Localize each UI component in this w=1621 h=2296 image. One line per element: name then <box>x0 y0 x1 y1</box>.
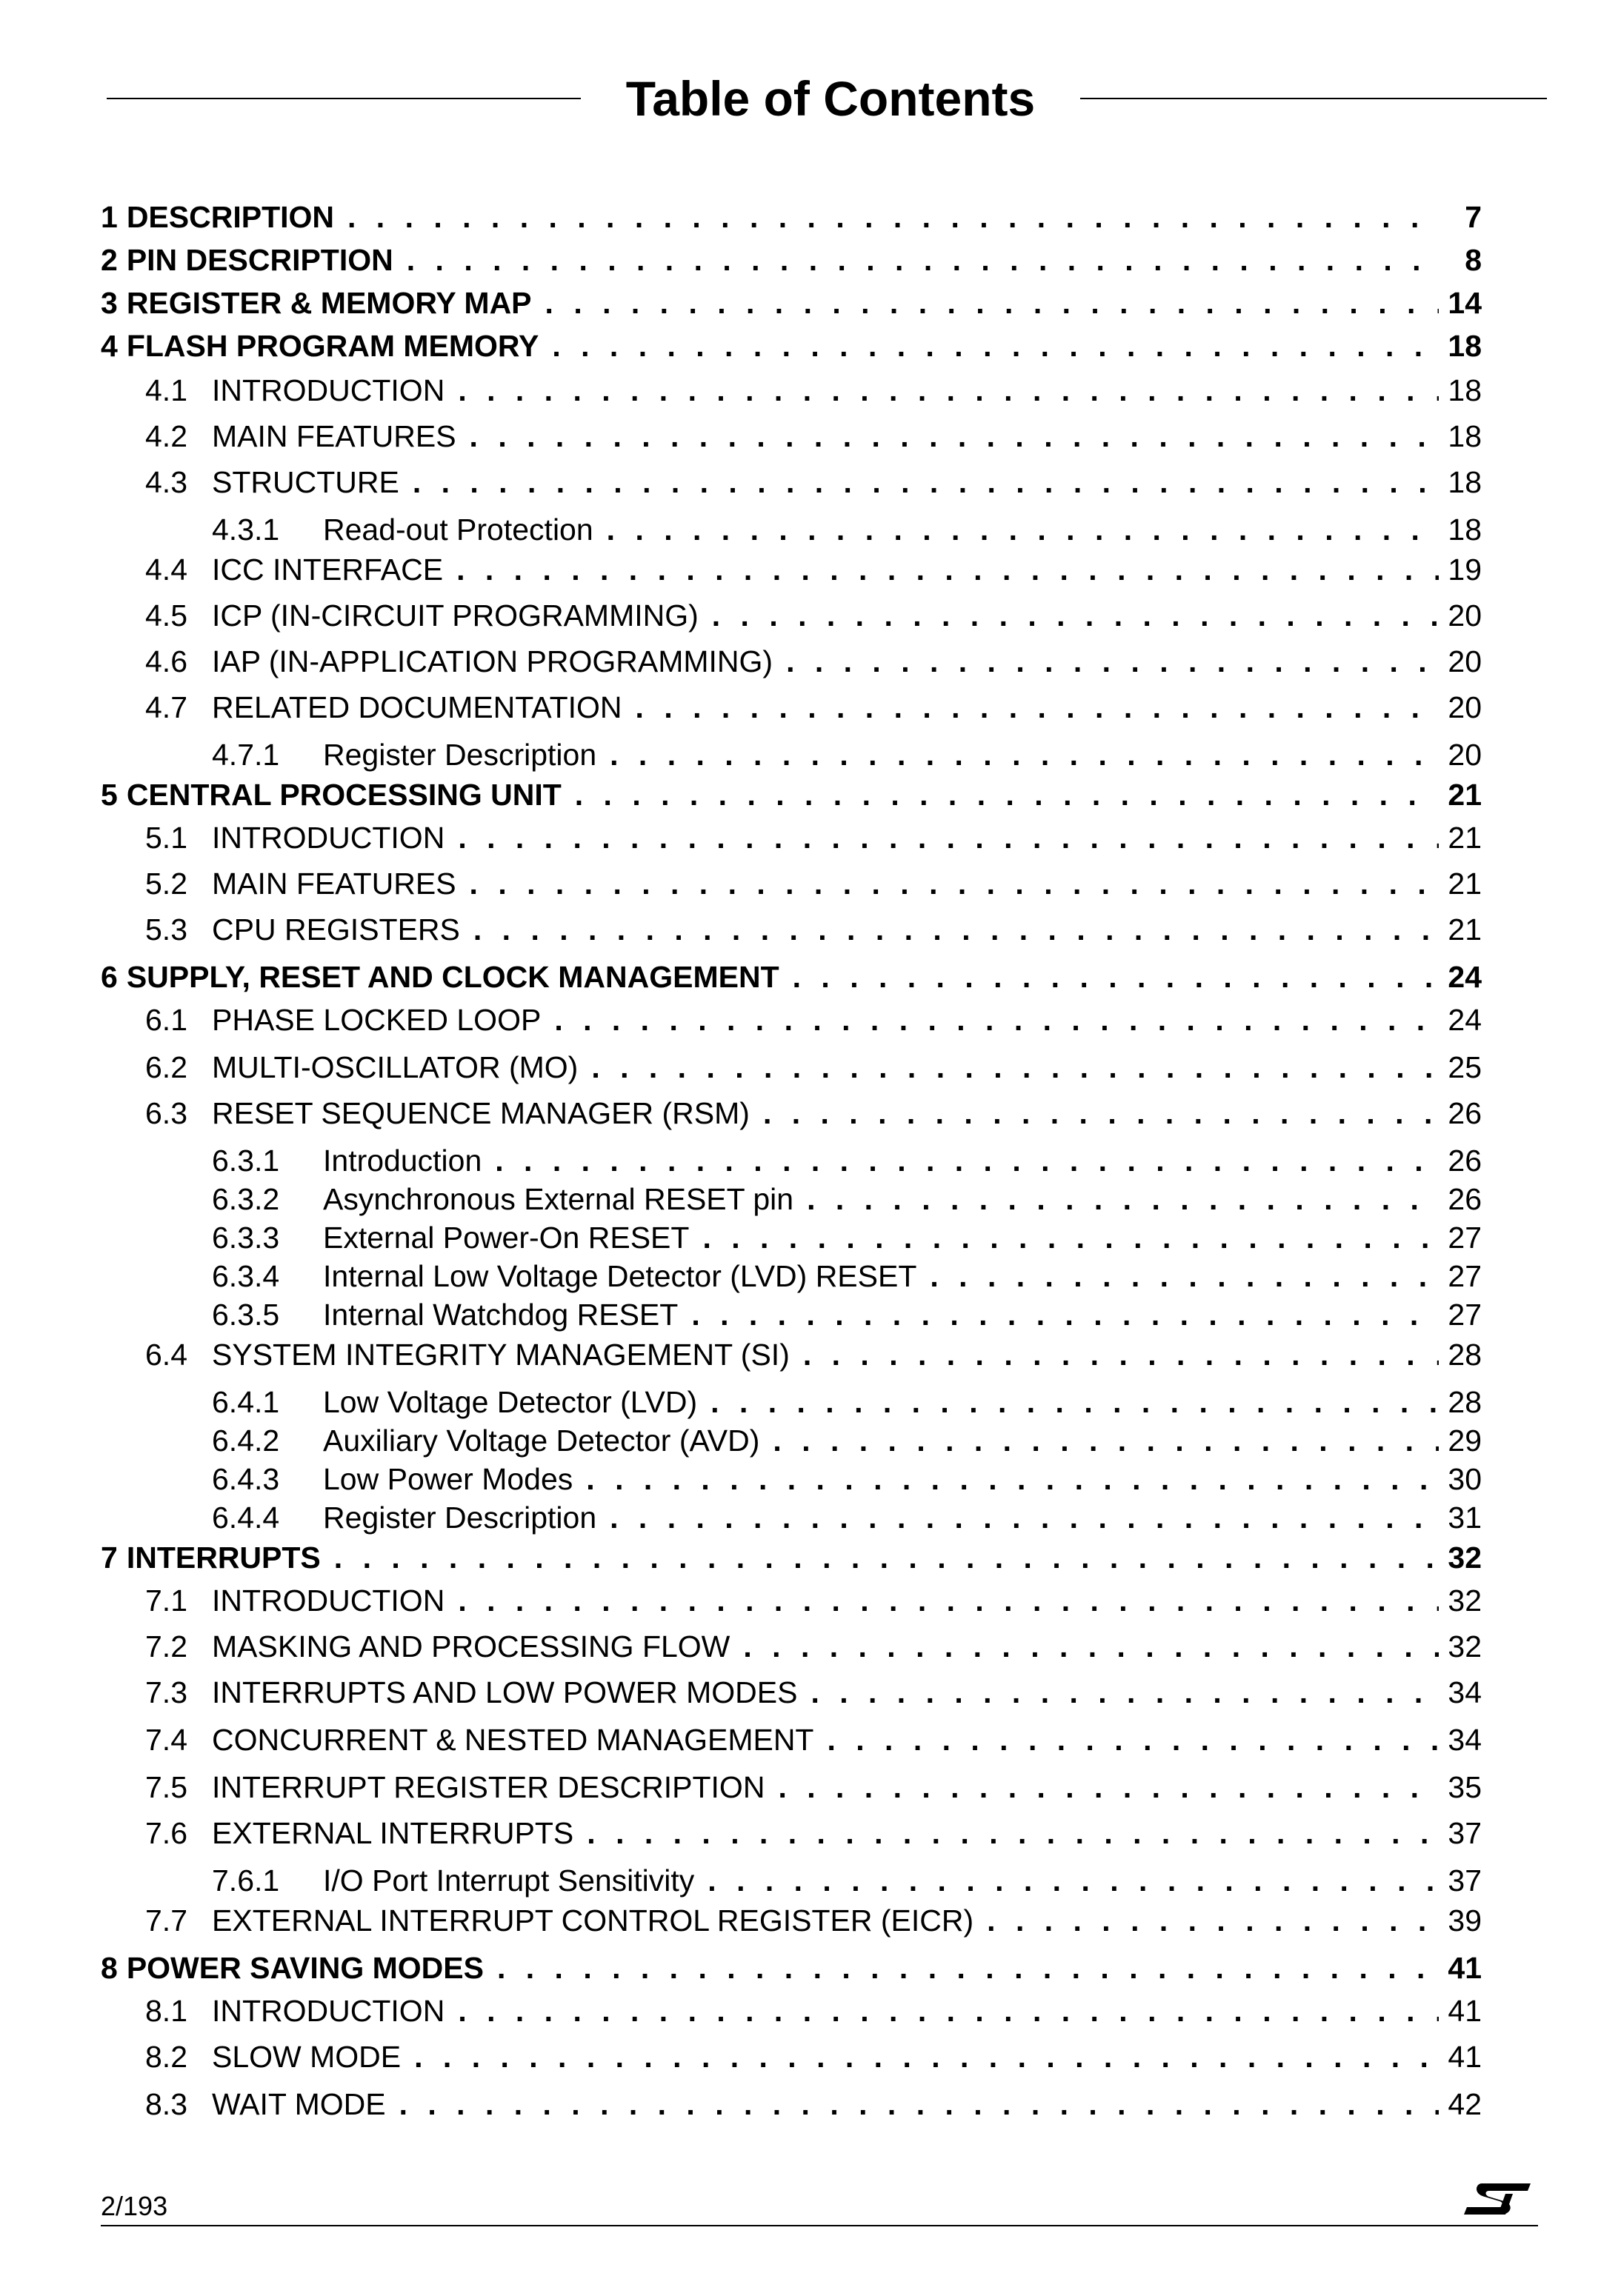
toc-entry-title: Asynchronous External RESET pin <box>323 1182 794 1216</box>
toc-entry[interactable] <box>101 1182 1482 1217</box>
toc-entry[interactable] <box>101 1863 1482 1898</box>
toc-dot-leader <box>708 1863 1439 1898</box>
toc-entry-page: 27 <box>1448 1259 1482 1293</box>
toc-dot-leader <box>607 513 1439 547</box>
toc-dot-leader <box>497 1951 1439 1986</box>
toc-entry-title: STRUCTURE <box>212 465 399 499</box>
toc-entry-page: 37 <box>1448 1816 1482 1850</box>
toc-entry[interactable] <box>101 867 1482 901</box>
toc-entry-number: 4.5 <box>145 598 187 633</box>
toc-entry-title: REGISTER & MEMORY MAP <box>126 286 532 320</box>
toc-entry-page: 26 <box>1448 1182 1482 1216</box>
toc-entry-page: 19 <box>1448 553 1482 587</box>
toc-entry-number: 1 <box>101 200 118 234</box>
toc-entry[interactable] <box>101 1096 1482 1131</box>
toc-entry-title: I/O Port Interrupt Sensitivity <box>323 1863 695 1898</box>
toc-entry-page: 31 <box>1448 1501 1482 1535</box>
toc-entry-title: EXTERNAL INTERRUPT CONTROL REGISTER (EICR) <box>212 1903 974 1938</box>
toc-entry-number: 6.3 <box>145 1096 187 1130</box>
toc-entry-title: CENTRAL PROCESSING UNIT <box>126 778 562 812</box>
toc-entry-page: 28 <box>1448 1338 1482 1372</box>
toc-entry-number: 5.3 <box>145 912 187 947</box>
footer-rule <box>101 2225 1538 2226</box>
toc-entry-page: 20 <box>1448 738 1482 772</box>
toc-entry[interactable] <box>101 1629 1482 1664</box>
toc-entry-title: MAIN FEATURES <box>212 867 456 901</box>
toc-dot-leader <box>334 1541 1439 1575</box>
toc-entry-page: 21 <box>1448 912 1482 947</box>
toc-entry-number: 4.2 <box>145 419 187 453</box>
toc-entry[interactable] <box>101 1050 1482 1085</box>
toc-entry-page: 34 <box>1448 1675 1482 1709</box>
toc-entry-title: INTRODUCTION <box>212 373 445 407</box>
toc-entry[interactable] <box>101 1541 1482 1575</box>
toc-entry-page: 29 <box>1448 1424 1482 1458</box>
toc-dot-leader <box>773 1424 1439 1458</box>
toc-dot-leader <box>763 1096 1439 1131</box>
toc-entry-page: 35 <box>1448 1770 1482 1804</box>
toc-entry-number: 6 <box>101 960 118 994</box>
toc-entry-number: 4.7.1 <box>212 738 280 772</box>
toc-entry-page: 41 <box>1448 1951 1482 1985</box>
toc-entry-number: 6.4.2 <box>212 1424 280 1458</box>
toc-entry[interactable] <box>101 821 1482 855</box>
toc-dot-leader <box>610 738 1439 772</box>
toc-entry-page: 34 <box>1448 1723 1482 1757</box>
toc-entry-page: 39 <box>1448 1903 1482 1938</box>
toc-entry[interactable] <box>101 243 1482 278</box>
toc-entry[interactable] <box>101 465 1482 500</box>
toc-entry-title: CONCURRENT & NESTED MANAGEMENT <box>212 1723 814 1757</box>
toc-dot-leader <box>458 1994 1439 2029</box>
toc-entry[interactable] <box>101 1338 1482 1372</box>
toc-dot-leader <box>407 243 1439 278</box>
toc-entry-title: INTRODUCTION <box>212 1994 445 2028</box>
toc-entry[interactable] <box>101 1424 1482 1458</box>
toc-dot-leader <box>545 286 1439 321</box>
toc-entry-title: RELATED DOCUMENTATION <box>212 690 622 724</box>
toc-entry-title: Auxiliary Voltage Detector (AVD) <box>323 1424 760 1458</box>
toc-entry-number: 4.1 <box>145 373 187 407</box>
toc-entry[interactable] <box>101 1385 1482 1420</box>
toc-dot-leader <box>610 1501 1439 1535</box>
toc-entry-number: 6.3.4 <box>212 1259 280 1293</box>
toc-entry-number: 7.6.1 <box>212 1863 280 1898</box>
page-number: 2/193 <box>101 2191 168 2221</box>
toc-entry-page: 14 <box>1448 286 1482 320</box>
toc-entry[interactable] <box>101 1994 1482 2029</box>
toc-dot-leader <box>470 867 1439 901</box>
toc-entry-page: 26 <box>1448 1144 1482 1178</box>
toc-dot-leader <box>827 1723 1439 1758</box>
toc-entry[interactable] <box>101 1583 1482 1618</box>
toc-entry-page: 20 <box>1448 690 1482 724</box>
toc-entry-title: INTRODUCTION <box>212 1583 445 1618</box>
toc-dot-leader <box>456 553 1439 587</box>
toc-entry-title: CPU REGISTERS <box>212 912 460 947</box>
toc-entry-number: 2 <box>101 243 118 277</box>
toc-entry-number: 4.3 <box>145 465 187 499</box>
toc-dot-leader <box>414 2040 1439 2075</box>
toc-entry[interactable] <box>101 1903 1482 1938</box>
toc-dot-leader <box>710 1385 1439 1420</box>
toc-dot-leader <box>810 1675 1439 1710</box>
toc-dot-leader <box>591 1050 1439 1085</box>
toc-entry[interactable] <box>101 513 1482 547</box>
toc-entry-title: SYSTEM INTEGRITY MANAGEMENT (SI) <box>212 1338 790 1372</box>
toc-dot-leader <box>636 690 1439 725</box>
toc-entry-title: DESCRIPTION <box>126 200 335 234</box>
toc-dot-leader <box>495 1144 1439 1178</box>
toc-entry-title: PHASE LOCKED LOOP <box>212 1003 542 1037</box>
toc-entry-page: 18 <box>1448 419 1482 453</box>
toc-dot-leader <box>587 1816 1439 1851</box>
toc-entry-page: 18 <box>1448 373 1482 407</box>
toc-entry-title: Internal Low Voltage Detector (LVD) RESET <box>323 1259 917 1293</box>
toc-entry-number: 7.7 <box>145 1903 187 1938</box>
toc-entry-number: 8 <box>101 1951 118 1985</box>
toc-entry-number: 4.4 <box>145 553 187 587</box>
toc-dot-leader <box>473 912 1439 947</box>
toc-entry-page: 21 <box>1448 867 1482 901</box>
toc-entry-number: 6.2 <box>145 1050 187 1084</box>
header-rule-left <box>107 98 581 99</box>
toc-entry-page: 30 <box>1448 1462 1482 1496</box>
toc-entry-title: INTRODUCTION <box>212 821 445 855</box>
toc-entry[interactable] <box>101 960 1482 995</box>
toc-dot-leader <box>399 2087 1439 2122</box>
toc-entry-title: EXTERNAL INTERRUPTS <box>212 1816 574 1850</box>
toc-entry-page: 25 <box>1448 1050 1482 1084</box>
toc-entry-number: 7.6 <box>145 1816 187 1850</box>
toc-dot-leader <box>458 1583 1439 1618</box>
page-footer <box>101 2177 1538 2229</box>
toc-entry-page: 21 <box>1448 778 1482 812</box>
toc-entry-title: Low Voltage Detector (LVD) <box>323 1385 698 1419</box>
toc-entry[interactable] <box>101 1951 1482 1986</box>
toc-entry-number: 7.2 <box>145 1629 187 1663</box>
toc-entry-title: FLASH PROGRAM MEMORY <box>126 329 539 363</box>
toc-entry-title: Read-out Protection <box>323 513 593 547</box>
toc-dot-leader <box>807 1182 1439 1217</box>
toc-entry-number: 8.3 <box>145 2087 187 2121</box>
toc-entry-page: 21 <box>1448 821 1482 855</box>
toc-entry-number: 7.5 <box>145 1770 187 1804</box>
toc-dot-leader <box>778 1770 1439 1805</box>
toc-dot-leader <box>458 821 1439 855</box>
toc-entry[interactable] <box>101 644 1482 679</box>
toc-entry-page: 42 <box>1448 2087 1482 2121</box>
toc-entry[interactable] <box>101 2087 1482 2122</box>
toc-entry-title: WAIT MODE <box>212 2087 386 2121</box>
toc-entry-number: 7 <box>101 1541 118 1575</box>
toc-entry[interactable] <box>101 419 1482 454</box>
toc-entry[interactable] <box>101 373 1482 408</box>
toc-entry-title: INTERRUPTS <box>126 1541 321 1575</box>
toc-entry-number: 5 <box>101 778 118 812</box>
toc-entry[interactable] <box>101 553 1482 587</box>
toc-entry[interactable] <box>101 286 1482 321</box>
toc-entry[interactable] <box>101 738 1482 772</box>
toc-entry-title: Introduction <box>323 1144 482 1178</box>
toc-entry-title: MAIN FEATURES <box>212 419 456 453</box>
toc-entry-title: SUPPLY, RESET AND CLOCK MANAGEMENT <box>126 960 779 994</box>
toc-entry-page: 24 <box>1448 1003 1482 1037</box>
toc-entry-page: 18 <box>1448 329 1482 363</box>
toc-entry-number: 5.2 <box>145 867 187 901</box>
toc-entry-title: Low Power Modes <box>323 1462 573 1496</box>
toc-dot-leader <box>575 778 1439 812</box>
toc-entry-page: 7 <box>1465 200 1482 234</box>
toc-entry-title: Register Description <box>323 738 597 772</box>
toc-entry-number: 6.4.3 <box>212 1462 280 1496</box>
toc-entry-number: 6.4.4 <box>212 1501 280 1535</box>
toc-entry[interactable] <box>101 1816 1482 1851</box>
toc-dot-leader <box>702 1221 1439 1255</box>
toc-entry-title: ICC INTERFACE <box>212 553 444 587</box>
toc-entry-number: 4.7 <box>145 690 187 724</box>
toc-entry-number: 7.4 <box>145 1723 187 1757</box>
toc-entry-number: 6.4 <box>145 1338 187 1372</box>
toc-dot-leader <box>586 1462 1439 1497</box>
toc-entry-number: 3 <box>101 286 118 320</box>
toc-entry-number: 4.3.1 <box>212 513 280 547</box>
toc-entry[interactable] <box>101 1259 1482 1294</box>
toc-entry-number: 4 <box>101 329 118 363</box>
toc-entry[interactable] <box>101 912 1482 947</box>
toc-entry[interactable] <box>101 200 1482 235</box>
toc-entry[interactable] <box>101 690 1482 725</box>
toc-entry-title: INTERRUPT REGISTER DESCRIPTION <box>212 1770 765 1804</box>
header-rule-right <box>1080 98 1547 99</box>
toc-entry[interactable] <box>101 1723 1482 1758</box>
toc-entry-number: 6.1 <box>145 1003 187 1037</box>
toc-entry-title: ICP (IN-CIRCUIT PROGRAMMING) <box>212 598 699 633</box>
toc-entry-number: 4.6 <box>145 644 187 678</box>
toc-entry-title: SLOW MODE <box>212 2040 402 2074</box>
toc-entry-page: 27 <box>1448 1221 1482 1255</box>
toc-entry[interactable] <box>101 1770 1482 1805</box>
toc-entry-number: 6.3.3 <box>212 1221 280 1255</box>
toc-entry-number: 6.3.1 <box>212 1144 280 1178</box>
toc-entry-page: 41 <box>1448 1994 1482 2028</box>
toc-entry[interactable] <box>101 1298 1482 1332</box>
toc-entry[interactable] <box>101 1675 1482 1710</box>
toc-entry-number: 6.3.2 <box>212 1182 280 1216</box>
toc-dot-leader <box>458 373 1439 408</box>
toc-dot-leader <box>470 419 1439 454</box>
toc-entry[interactable] <box>101 1221 1482 1255</box>
page-header <box>107 68 1547 135</box>
toc-dot-leader <box>793 960 1439 995</box>
toc-entry-page: 20 <box>1448 598 1482 633</box>
toc-entry-number: 6.4.1 <box>212 1385 280 1419</box>
toc-entry-page: 27 <box>1448 1298 1482 1332</box>
toc-dot-leader <box>987 1903 1439 1938</box>
toc-entry-page: 8 <box>1465 243 1482 277</box>
toc-entry-page: 26 <box>1448 1096 1482 1130</box>
toc-entry-page: 41 <box>1448 2040 1482 2074</box>
toc-entry-title: Register Description <box>323 1501 597 1535</box>
toc-entry-title: POWER SAVING MODES <box>126 1951 484 1985</box>
toc-entry-page: 18 <box>1448 513 1482 547</box>
toc-dot-leader <box>413 465 1439 500</box>
toc-dot-leader <box>786 644 1439 679</box>
toc-entry[interactable] <box>101 1462 1482 1497</box>
toc-entry[interactable] <box>101 329 1482 364</box>
toc-entry-page: 32 <box>1448 1541 1482 1575</box>
toc-entry-page: 28 <box>1448 1385 1482 1419</box>
toc-entry-number: 7.3 <box>145 1675 187 1709</box>
toc-entry-number: 7.1 <box>145 1583 187 1618</box>
page-title: Table of Contents <box>625 71 1036 126</box>
toc-entry-page: 18 <box>1448 465 1482 499</box>
toc-dot-leader <box>930 1259 1439 1294</box>
toc-entry-page: 24 <box>1448 960 1482 994</box>
toc-dot-leader <box>552 329 1439 364</box>
toc-entry-title: Internal Watchdog RESET <box>323 1298 679 1332</box>
toc-entry-page: 20 <box>1448 644 1482 678</box>
toc-dot-leader <box>803 1338 1439 1372</box>
st-logo-icon <box>1459 2177 1534 2219</box>
toc-entry-title: External Power-On RESET <box>323 1221 690 1255</box>
toc-entry[interactable] <box>101 778 1482 812</box>
toc-entry-number: 8.1 <box>145 1994 187 2028</box>
toc-entry-number: 6.3.5 <box>212 1298 280 1332</box>
toc-entry[interactable] <box>101 1501 1482 1535</box>
toc-entry[interactable] <box>101 1144 1482 1178</box>
toc-dot-leader <box>347 200 1439 235</box>
toc-entry-page: 32 <box>1448 1629 1482 1663</box>
toc-entry-title: MULTI-OSCILLATOR (MO) <box>212 1050 579 1084</box>
toc-entry-title: MASKING AND PROCESSING FLOW <box>212 1629 730 1663</box>
toc-entry-title: PIN DESCRIPTION <box>126 243 393 277</box>
toc-entry[interactable] <box>101 598 1482 633</box>
toc-dot-leader <box>691 1298 1439 1332</box>
toc-entry-title: IAP (IN-APPLICATION PROGRAMMING) <box>212 644 773 678</box>
toc-entry-page: 37 <box>1448 1863 1482 1898</box>
toc-entry-title: RESET SEQUENCE MANAGER (RSM) <box>212 1096 750 1130</box>
toc-dot-leader <box>743 1629 1439 1664</box>
toc-entry[interactable] <box>101 2040 1482 2075</box>
toc-dot-leader <box>554 1003 1439 1038</box>
toc-dot-leader <box>712 598 1439 633</box>
toc-entry-number: 5.1 <box>145 821 187 855</box>
toc-entry-title: INTERRUPTS AND LOW POWER MODES <box>212 1675 798 1709</box>
toc-entry-number: 8.2 <box>145 2040 187 2074</box>
toc-entry-page: 32 <box>1448 1583 1482 1618</box>
toc-entry[interactable] <box>101 1003 1482 1038</box>
